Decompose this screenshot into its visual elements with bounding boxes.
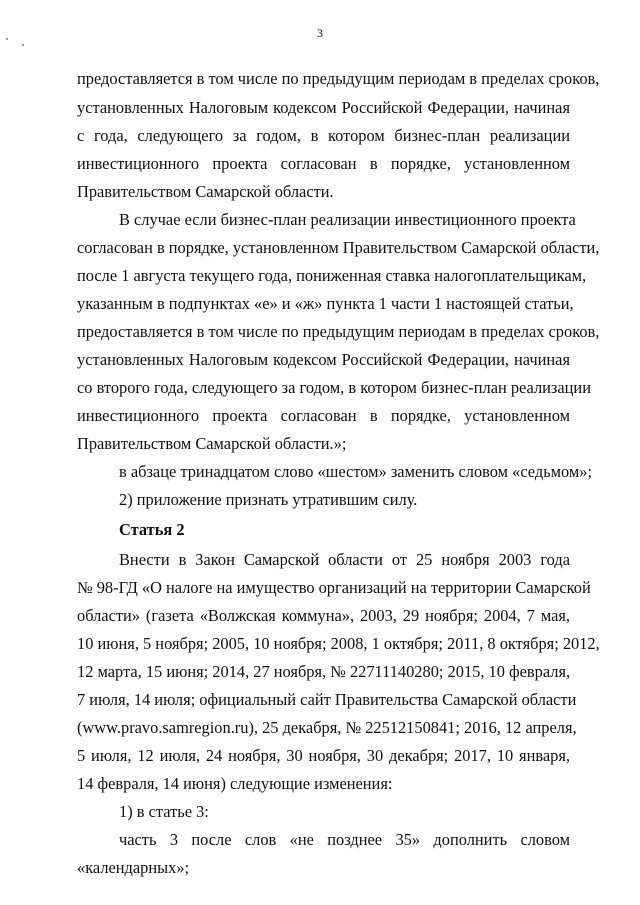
article-heading: Статья 2	[119, 520, 185, 539]
scan-speck	[22, 44, 24, 46]
text-line: № 98-ГД «О налоге на имущество организаций на территории Самарской	[77, 578, 591, 597]
text-line: в абзаце тринадцатом слово «шестом» заменить словом «седьмом»;	[119, 462, 593, 481]
text-line: области» (газета «Волжская коммуна», 2003, 29 ноября; 2004, 7 мая,	[77, 606, 570, 625]
text-line: «календарных»;	[77, 858, 190, 877]
text-line: 7 июля, 14 июля; официальный сайт Правительства Самарской области	[77, 690, 577, 709]
text-line: 14 февраля, 14 июня) следующие изменения:	[77, 774, 393, 793]
text-line: указанным в подпунктах «е» и «ж» пункта 1 части 1 настоящей статьи,	[77, 294, 574, 313]
text-line: В случае если бизнес-план реализации инвестиционного проекта	[119, 210, 576, 229]
text-line: 5 июля, 12 июля, 24 ноября, 30 ноября, 30 декабря; 2017, 10 января,	[77, 746, 570, 765]
text-line: предоставляется в том числе по предыдущим периодам в пределах сроков,	[77, 322, 600, 341]
text-line: инвестиционного проекта согласован в порядке, установленном	[77, 406, 570, 425]
page-number: 3	[317, 26, 323, 40]
text-line: Правительством Самарской области.»;	[77, 434, 347, 453]
scan-speck	[6, 38, 8, 40]
text-line: инвестиционного проекта согласован в порядке, установленном	[77, 154, 570, 173]
text-line: 12 марта, 15 июня; 2014, 27 ноября, № 22711140280; 2015, 10 февраля,	[77, 662, 571, 681]
text-line: (www.pravo.samregion.ru), 25 декабря, № 22512150841; 2016, 12 апреля,	[77, 718, 577, 737]
text-line: согласован в порядке, установленном Правительством Самарской области,	[77, 238, 600, 257]
text-line: установленных Налоговым кодексом Российской Федерации, начиная	[77, 350, 570, 369]
text-line: установленных Налоговым кодексом Российской Федерации, начиная	[77, 98, 570, 117]
text-line: Внести в Закон Самарской области от 25 ноября 2003 года	[119, 550, 570, 569]
text-line: часть 3 после слов «не позднее 35» дополнить словом	[119, 830, 570, 849]
text-line: Правительством Самарской области.	[77, 182, 334, 201]
text-line: со второго года, следующего за годом, в котором бизнес-план реализации	[77, 378, 591, 397]
text-line: предоставляется в том числе по предыдущим периодам в пределах сроков,	[77, 69, 600, 88]
text-line: 10 июня, 5 ноября; 2005, 10 ноября; 2008, 1 октября; 2011, 8 октября; 2012,	[77, 634, 600, 653]
text-line: с года, следующего за годом, в котором бизнес-план реализации	[77, 126, 570, 145]
text-line: после 1 августа текущего года, пониженная ставка налогоплательщикам,	[77, 266, 587, 285]
text-line: 1) в статье 3:	[119, 802, 209, 821]
text-line: 2) приложение признать утратившим силу.	[119, 490, 418, 509]
